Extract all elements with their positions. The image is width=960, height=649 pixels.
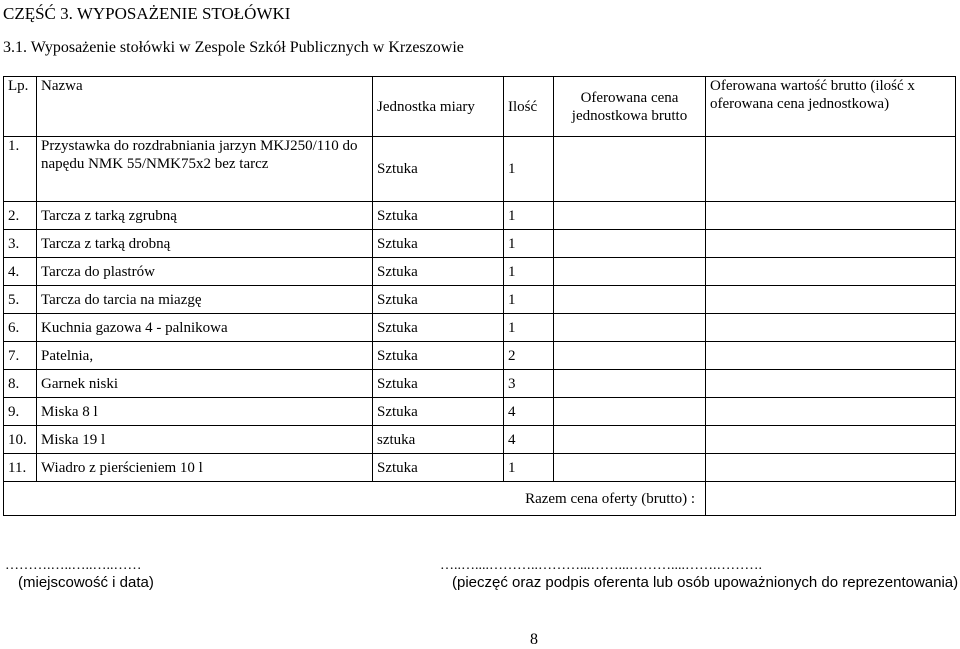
row-lp: 3. [4, 230, 37, 258]
row-unit: Sztuka [373, 230, 504, 258]
equipment-table [3, 76, 956, 516]
row-lp: 7. [4, 342, 37, 370]
table-row [4, 426, 956, 454]
subsection-title: 3.1. Wyposażenie stołówki w Zespole Szkół Publicznych w Krzeszowie [3, 39, 464, 56]
header-lp: Lp. [4, 77, 37, 137]
header-qty: Ilość [504, 77, 554, 137]
row-unit: Sztuka [373, 454, 504, 482]
row-lp: 8. [4, 370, 37, 398]
row-name: Garnek niski [37, 370, 373, 398]
row-qty: 2 [504, 342, 554, 370]
row-total-value [706, 286, 956, 314]
table-row [4, 286, 956, 314]
row-unit-price [554, 137, 706, 202]
row-unit-price [554, 426, 706, 454]
section-title: CZĘŚĆ 3. WYPOSAŻENIE STOŁÓWKI [3, 4, 291, 23]
row-name: Tarcza z tarką drobną [37, 230, 373, 258]
row-total-value [706, 426, 956, 454]
row-name: Przystawka do rozdrabniania jarzyn MKJ250/110 do napędu NMK 55/NMK75x2 bez tarcz [37, 137, 373, 202]
total-row [4, 482, 956, 516]
row-qty: 1 [504, 137, 554, 202]
row-name: Tarcza do plastrów [37, 258, 373, 286]
row-unit-price [554, 258, 706, 286]
table-row [4, 454, 956, 482]
signature-caption: (pieczęć oraz podpis oferenta lub osób upoważnionych do reprezentowania) [452, 574, 959, 591]
row-unit-price [554, 230, 706, 258]
row-unit-price [554, 342, 706, 370]
row-lp: 6. [4, 314, 37, 342]
table-row [4, 370, 956, 398]
row-qty: 1 [504, 286, 554, 314]
row-qty: 1 [504, 454, 554, 482]
row-total-value [706, 398, 956, 426]
row-total-value [706, 454, 956, 482]
row-unit-price [554, 286, 706, 314]
row-lp: 5. [4, 286, 37, 314]
signature-dots-left: ……….…..…..…..…… [5, 558, 142, 573]
row-unit-price [554, 202, 706, 230]
row-total-value [706, 202, 956, 230]
row-unit-price [554, 370, 706, 398]
row-lp: 11. [4, 454, 37, 482]
row-total-value [706, 314, 956, 342]
row-unit: Sztuka [373, 258, 504, 286]
row-unit: Sztuka [373, 137, 504, 202]
row-lp: 9. [4, 398, 37, 426]
row-total-value [706, 370, 956, 398]
row-qty: 4 [504, 398, 554, 426]
row-name: Wiadro z pierścieniem 10 l [37, 454, 373, 482]
table-row [4, 230, 956, 258]
row-name: Tarcza z tarką zgrubną [37, 202, 373, 230]
row-name: Kuchnia gazowa 4 - palnikowa [37, 314, 373, 342]
row-total-value [706, 230, 956, 258]
row-qty: 3 [504, 370, 554, 398]
row-unit: Sztuka [373, 286, 504, 314]
row-unit-price [554, 314, 706, 342]
row-unit: Sztuka [373, 202, 504, 230]
signature-dots-right: …..…....………..………...……...………....…….………. [440, 558, 762, 573]
row-unit: Sztuka [373, 370, 504, 398]
row-name: Patelnia, [37, 342, 373, 370]
row-lp: 4. [4, 258, 37, 286]
total-value-cell [706, 482, 956, 516]
row-qty: 1 [504, 314, 554, 342]
row-lp: 2. [4, 202, 37, 230]
row-name: Miska 19 l [37, 426, 373, 454]
table-row [4, 342, 956, 370]
header-name: Nazwa [37, 77, 373, 137]
table-row [4, 314, 956, 342]
row-unit-price [554, 454, 706, 482]
row-unit: Sztuka [373, 342, 504, 370]
row-name: Tarcza do tarcia na miazgę [37, 286, 373, 314]
row-qty: 1 [504, 202, 554, 230]
row-total-value [706, 342, 956, 370]
row-lp: 1. [4, 137, 37, 202]
page-number: 8 [530, 631, 538, 648]
table-row [4, 202, 956, 230]
row-name: Miska 8 l [37, 398, 373, 426]
header-unit-price: Oferowana cena jednostkowa brutto [554, 77, 706, 137]
row-qty: 4 [504, 426, 554, 454]
row-total-value [706, 258, 956, 286]
header-total-value: Oferowana wartość brutto (ilość x oferowana cena jednostkowa) [706, 77, 956, 137]
row-unit-price [554, 398, 706, 426]
row-unit: sztuka [373, 426, 504, 454]
row-lp: 10. [4, 426, 37, 454]
row-total-value [706, 137, 956, 202]
table-row [4, 398, 956, 426]
table-row [4, 137, 956, 202]
row-qty: 1 [504, 258, 554, 286]
table-row [4, 258, 956, 286]
header-unit: Jednostka miary [373, 77, 504, 137]
row-unit: Sztuka [373, 398, 504, 426]
row-unit: Sztuka [373, 314, 504, 342]
place-date-caption: (miejscowość i data) [18, 574, 154, 591]
total-label: Razem cena oferty (brutto) : [4, 482, 706, 516]
table-header-row [4, 77, 956, 137]
row-qty: 1 [504, 230, 554, 258]
